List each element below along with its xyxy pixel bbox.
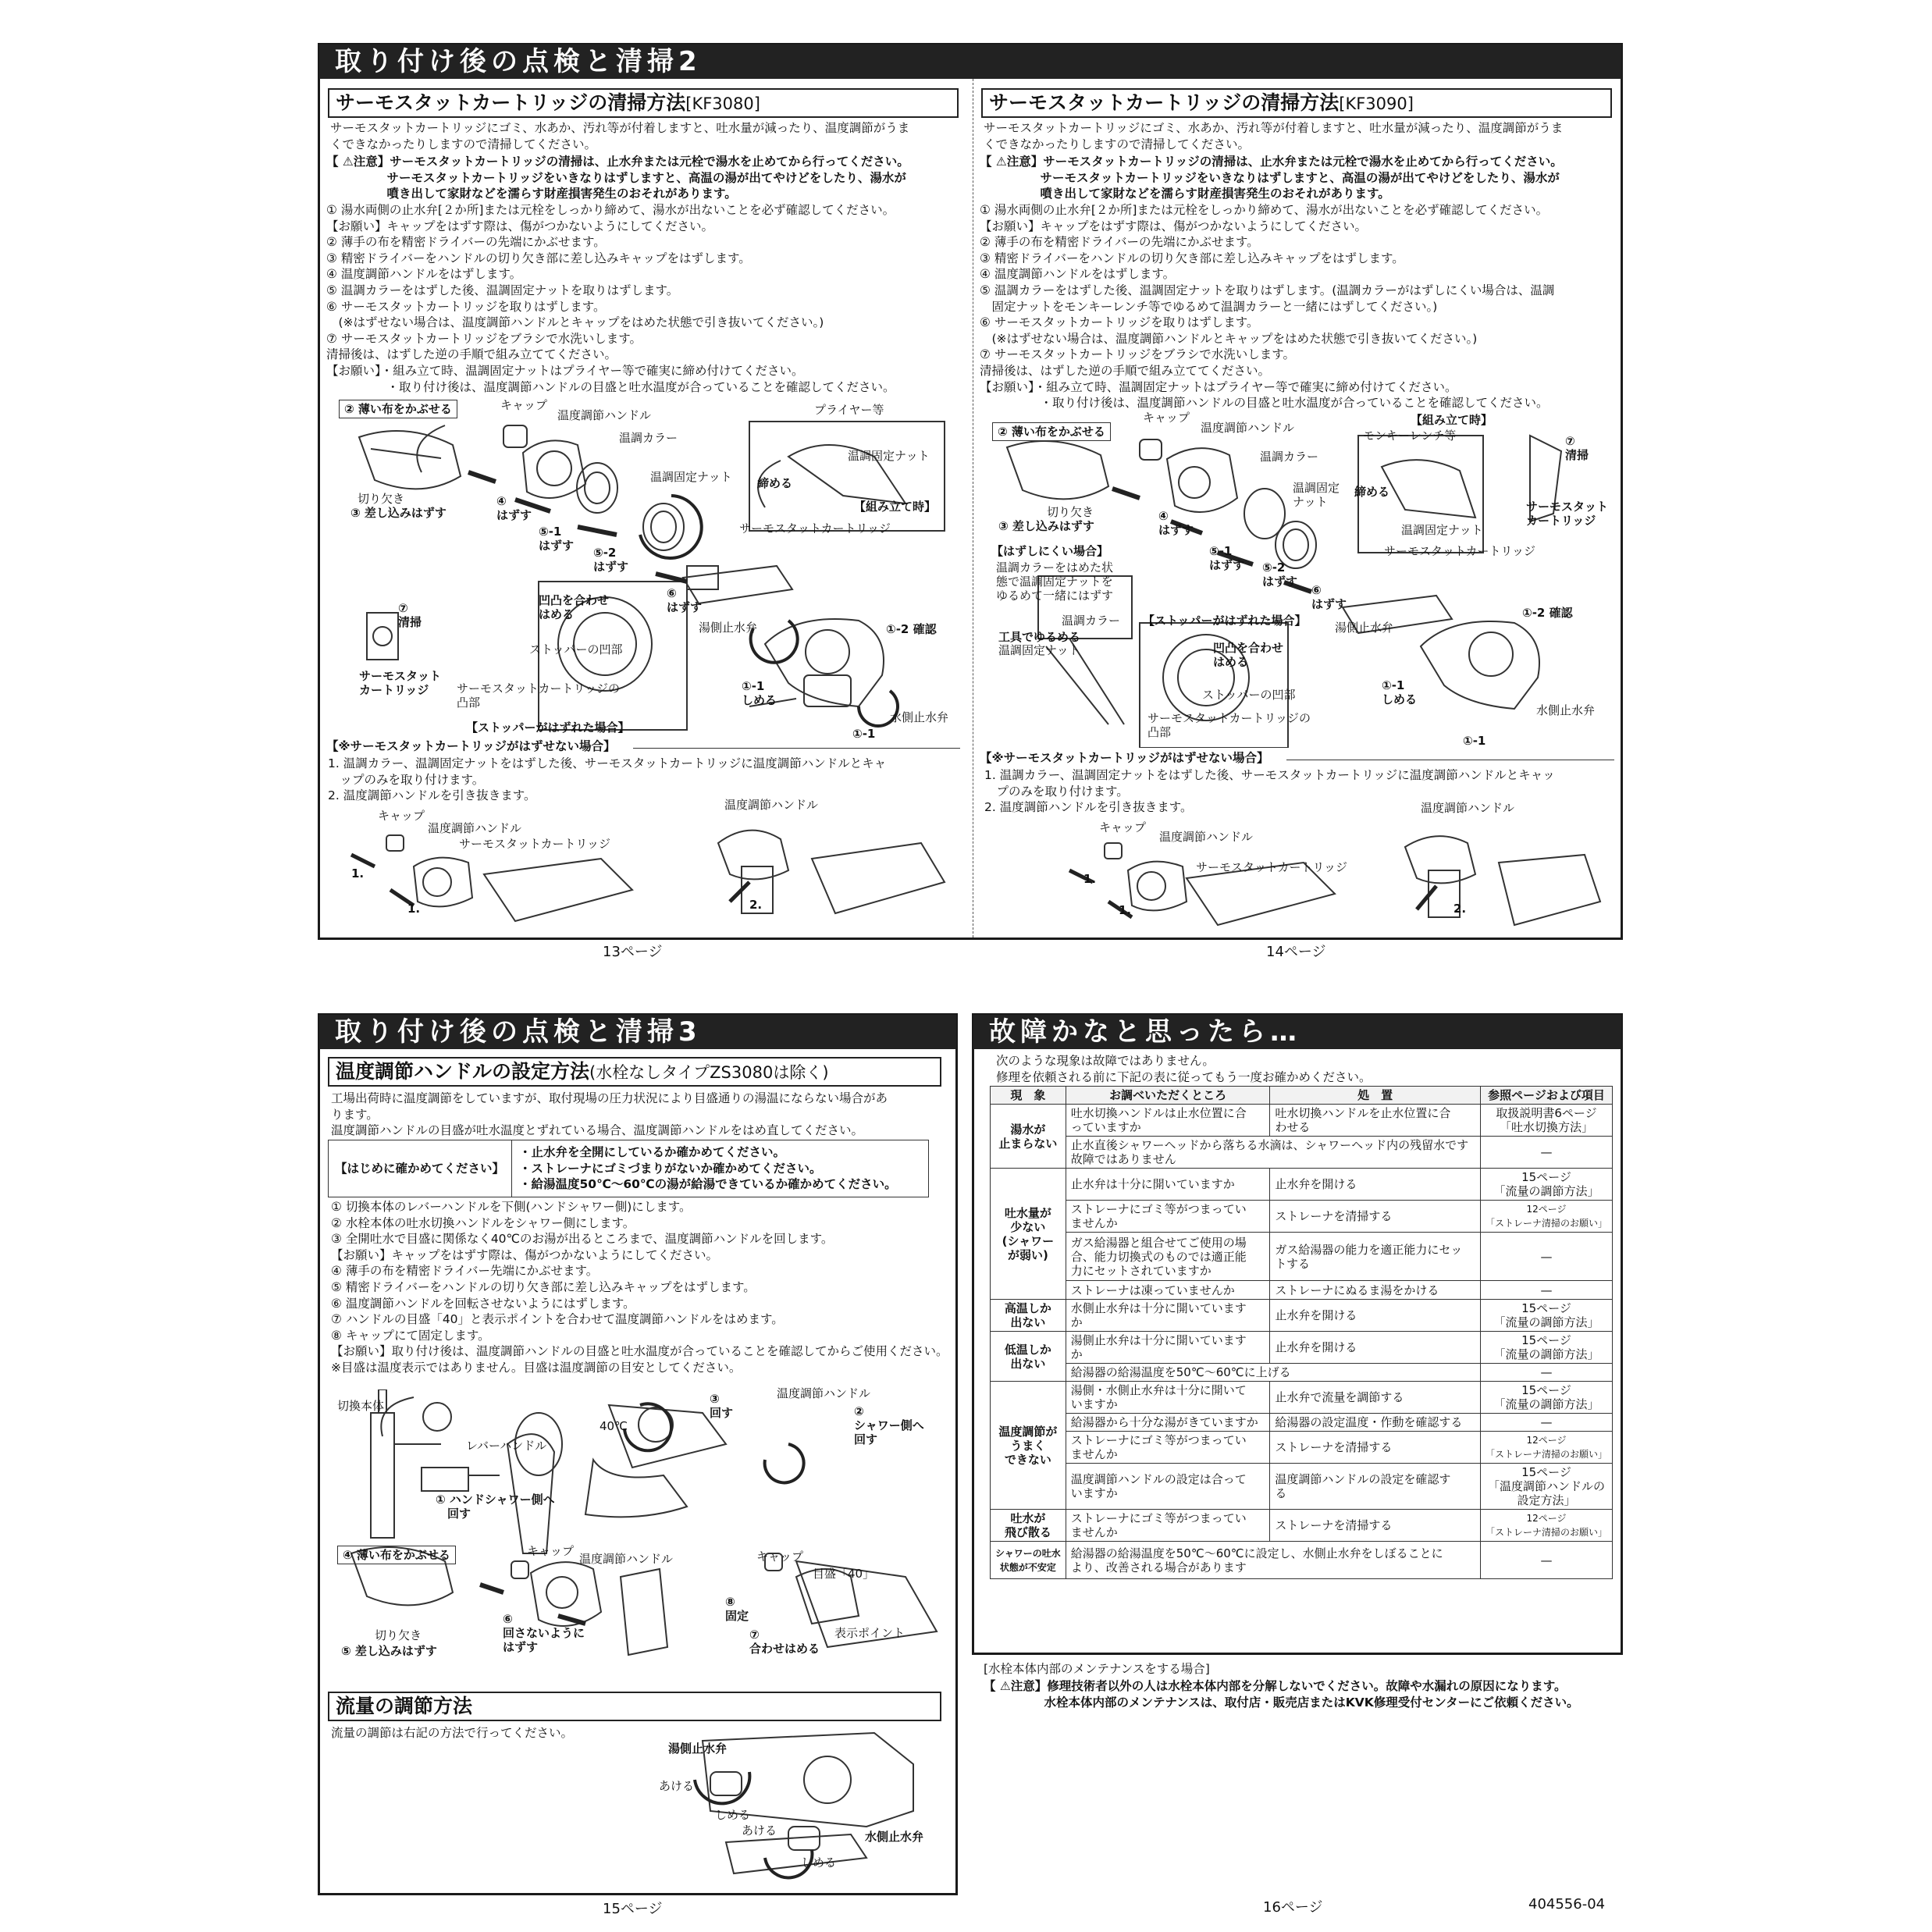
p13-label-g: 締める [757, 476, 793, 490]
table-row [991, 1414, 1613, 1432]
col-header: 現 象 [991, 1087, 1066, 1105]
check-cell: 止水弁は十分に開いていますか [1066, 1169, 1270, 1201]
table-row [991, 1464, 1613, 1510]
table-row [991, 1300, 1613, 1332]
p15-label-r: 表示ポイント [834, 1626, 906, 1640]
p13-label-d: 温調カラー [619, 431, 678, 445]
p14-label-k: 切り欠き [1047, 505, 1094, 519]
p15-label-n: 切り欠き [375, 1628, 422, 1642]
p14-label-j: サーモスタット カートリッジ [1526, 500, 1609, 528]
p13-label-u: サーモスタットカートリッジの 凸部 [457, 681, 620, 710]
p13-label-v: 【ストッパーがはずれた場合】 [466, 720, 630, 735]
symptom-cell: 吐水量が 少ない (シャワー が弱い) [991, 1169, 1066, 1300]
p14-bottom-label-d: 温度調節ハンドル [1421, 801, 1515, 815]
p15-label-k: キャップ [756, 1550, 804, 1564]
p13-bottom-label-b: 温度調節ハンドル [428, 821, 522, 835]
p14-label-b: キャップ [1143, 411, 1190, 425]
p14-label-m: ④ はずす [1158, 509, 1194, 537]
page-14-section-title: サーモスタットカートリッジの清掃方法[KF3090] [981, 88, 1612, 118]
ref-cell: 12ページ 「ストレーナ清掃のお願い」 [1480, 1510, 1612, 1542]
p15-label-p: ⑥ 回さないように はずす [503, 1612, 585, 1654]
p13-label-i: 【組み立て時】 [854, 500, 937, 514]
p14-label-n: 温調固定 ナット [1293, 481, 1340, 509]
p14-label-q: ⑤-1 はずす [1209, 544, 1245, 572]
p13-bottom-label-d: 温度調節ハンドル [724, 798, 819, 812]
p15-label-b: レバーハンドル [466, 1439, 547, 1453]
symptom-cell: 低温しか 出ない [991, 1332, 1066, 1382]
check-cell: ストレーナにゴミ等がつまってい ませんか [1066, 1432, 1270, 1464]
p13-label-o: サーモスタットカートリッジ [739, 521, 891, 535]
check-cell: ストレーナにゴミ等がつまってい ませんか [1066, 1510, 1270, 1542]
ref-cell: — [1480, 1281, 1612, 1300]
table-row [991, 1281, 1613, 1300]
check-cell: 湯側・水側止水弁は十分に開いて いますか [1066, 1382, 1270, 1414]
p14-label-v: 工具でゆるめる [998, 630, 1081, 644]
col-header: 処 置 [1270, 1087, 1481, 1105]
table-row [991, 1137, 1613, 1169]
p14-label-ad: ①-1 しめる [1382, 678, 1418, 706]
fix-cell: 止水弁を開ける [1270, 1332, 1481, 1364]
check-box-divider [511, 1140, 512, 1197]
table-row [991, 1332, 1613, 1364]
ref-cell: 15ページ 「流量の調節方法」 [1480, 1332, 1612, 1364]
p14-label-u: 温調カラー [1062, 614, 1121, 628]
page-15-section-title: 温度調節ハンドルの設定方法(水栓なしタイプZS3080は除く) [328, 1057, 941, 1087]
p13-label-y: ①-1 しめる [742, 679, 777, 707]
page-15-number: 15ページ [603, 1901, 663, 1917]
symptom-cell: シャワーの吐水 状態が不安定 [991, 1542, 1066, 1579]
ref-cell: — [1480, 1233, 1612, 1281]
p15-flow-label-a: 湯側止水弁 [668, 1742, 728, 1756]
ref-cell: — [1480, 1542, 1612, 1579]
page-13-header: 取り付け後の点検と清掃2 [319, 44, 1621, 79]
p13-label-j: 切り欠き [358, 492, 405, 506]
col-header: お調べいただくところ [1066, 1087, 1270, 1105]
table-header-row [991, 1087, 1613, 1105]
symptom-cell: 吐水が 飛び散る [991, 1510, 1066, 1542]
p13-label-aa: ①-1 [852, 727, 876, 741]
p13-label-t: サーモスタット カートリッジ [359, 669, 442, 697]
p14-label-p: 温調カラーをはめた状 態で温調固定ナットを ゆるめて一緒にはずす [996, 560, 1114, 603]
ref-cell: — [1480, 1414, 1612, 1432]
doc-code: 404556-04 [1528, 1896, 1606, 1912]
table-body [991, 1105, 1613, 1579]
p15-label-g: ② シャワー側へ 回す [854, 1404, 924, 1446]
p14-label-aa: サーモスタットカートリッジの 凸部 [1147, 711, 1311, 739]
page-13-number: 13ページ [603, 944, 663, 960]
page-14-number: 14ページ [1266, 944, 1326, 960]
check-cell: ストレーナは凍っていませんか [1066, 1281, 1270, 1300]
page-14-note-title: 【※サーモスタットカートリッジがはずせない場合】 [980, 751, 1269, 765]
table-row [991, 1542, 1613, 1579]
troubleshooting-table [990, 1086, 1613, 1579]
p15-label-e: ③ 回す [710, 1392, 734, 1420]
p14-label-f: モンキーレンチ等 [1363, 429, 1457, 443]
check-cell: 湯側止水弁は十分に開いています か [1066, 1332, 1270, 1364]
fix-cell: ガス給湯器の能力を適正能力にセッ トする [1270, 1233, 1481, 1281]
fix-cell: 止水弁を開ける [1270, 1300, 1481, 1332]
fix-cell: ストレーナを清掃する [1270, 1201, 1481, 1233]
p13-label-z: 水側止水弁 [890, 710, 949, 724]
page-13-intro: サーモスタットカートリッジにゴミ、水あか、汚れ等が付着しますと、吐水量が減ったり、温度調節がうま くできなかったりしますので清掃してください。 [330, 121, 910, 151]
check-cell: ガス給湯器と組合せてご使用の場 合、能力切換式のものでは適正能 力にセットされていますか [1066, 1233, 1270, 1281]
p14-label-ab: 湯側止水弁 [1335, 621, 1394, 635]
p14-bottom-label-b: 温度調節ハンドル [1159, 830, 1254, 844]
p13-label-c: 温度調節ハンドル [557, 408, 652, 422]
table-row [991, 1201, 1613, 1233]
p14-label-s: ⑥ はずす [1311, 583, 1347, 611]
p14-label-d: 温調カラー [1260, 450, 1319, 464]
p15-flow-label-f: しめる [801, 1856, 837, 1870]
page-16-header: 故障かなと思ったら… [973, 1015, 1621, 1049]
page-14-intro: サーモスタットカートリッジにゴミ、水あか、汚れ等が付着しますと、吐水量が減ったり、温度調節がうま くできなかったりしますので清掃してください。 [984, 121, 1564, 151]
page-13-steps: ① 湯水両側の止水弁[２か所]または元栓をしっかり締めて、湯水が出ないことを必ず確認してください。 【お願い】キャップをはずす際は、傷がつかないようにしてください。 ② 薄手の布を精密ドライバーの先端にかぶせます。 ③ 精密ドライバーをハンドルの切り欠き部に差し込みキャップをはずします。 ④ 温度調節ハンドルをはずします。 ⑤ 温調カラーをはずした後、温調固定ナットを取りはずします。 ⑥ サーモスタットカートリッジを取りはずします。 (※はずせない場合は、温度調節ハンドルとキャップをはめた状態で引き抜いてください。) ⑦ サーモスタットカートリッジをブラシで水洗いします。 清掃後は、はずした逆の手順で組み立ててください。 【お願い】・組み立て時、温調固定ナットはプライヤー等で確実に締め付けてください。 ・取り付け後は、温度調節ハンドルの目盛と吐水温度が合っていることを確認してください。 [326, 203, 895, 394]
fix-cell: ストレーナを清掃する [1270, 1510, 1481, 1542]
p15-label-l: 目盛「40」 [813, 1567, 875, 1581]
ref-cell: 取扱説明書6ページ 「吐水切換方法」 [1480, 1105, 1612, 1137]
ref-cell: 15ページ 「流量の調節方法」 [1480, 1382, 1612, 1414]
p14-bottom-label-e: 1. [1083, 872, 1097, 886]
p14-label-h: 温調固定ナット [1401, 523, 1483, 537]
ref-cell: — [1480, 1364, 1612, 1382]
check-cell: 止水直後シャワーヘッドから落ちる水滴は、シャワーヘッド内の残留水です 故障ではありません [1066, 1137, 1480, 1169]
p14-label-t: サーモスタットカートリッジ [1384, 544, 1535, 558]
p15-label-o: ⑤ 差し込みはずす [341, 1644, 437, 1658]
ref-cell: 15ページ 「流量の調節方法」 [1480, 1300, 1612, 1332]
p14-label-x: 【ストッパーがはずれた場合】 [1143, 614, 1307, 628]
ref-cell: 15ページ 「温度調節ハンドルの 設定方法」 [1480, 1464, 1612, 1510]
p13-bottom-label-g: 2. [749, 898, 763, 912]
symptom-cell: 温度調節が うまく できない [991, 1382, 1066, 1510]
table-row [991, 1510, 1613, 1542]
table-row [991, 1364, 1613, 1382]
check-cell: 給湯器から十分な湯がきていますか [1066, 1414, 1270, 1432]
ref-cell: 12ページ 「ストレーナ清掃のお願い」 [1480, 1201, 1612, 1233]
p15-flow-label-b: あける [659, 1779, 695, 1793]
p13-label-m: ⑤-1 はずす [539, 525, 575, 553]
page-13-note-body: 1. 温調カラー、温調固定ナットをはずした後、サーモスタットカートリッジに温度調節ハンドルとキャ ップのみを取り付けます。 2. 温度調節ハンドルを引き抜きます。 [328, 756, 887, 803]
check-cell: 温度調節ハンドルの設定は合って いますか [1066, 1464, 1270, 1510]
fix-cell: 給湯器の設定温度・作動を確認する [1270, 1414, 1481, 1432]
ref-cell: 12ページ 「ストレーナ清掃のお願い」 [1480, 1432, 1612, 1464]
p14-bottom-label-a: キャップ [1099, 820, 1147, 834]
table-row [991, 1169, 1613, 1201]
p13-label-p: ⑥ はずす [667, 586, 703, 614]
fix-cell: 温度調節ハンドルの設定を確認す る [1270, 1464, 1481, 1510]
p14-label-r: ⑤-2 はずす [1262, 560, 1298, 589]
table-row [991, 1105, 1613, 1137]
p13-label-l: ④ はずす [496, 494, 532, 522]
page-14-note-body: 1. 温調カラー、温調固定ナットをはずした後、サーモスタットカートリッジに温度調節ハンドルとキャッ プのみを取り付けます。 2. 温度調節ハンドルを引き抜きます。 [984, 768, 1555, 815]
table-row [991, 1382, 1613, 1414]
symptom-cell: 高温しか 出ない [991, 1300, 1066, 1332]
p14-bottom-label-f: 1. [1119, 903, 1132, 917]
page-14-caution: 【 ⚠注意】サーモスタットカートリッジの清掃は、止水弁または元栓で湯水を止めてから行ってください。 サーモスタットカートリッジをいきなりはずしますと、高温の湯が出てやけどをしたり、湯水が 噴き出して家財などを濡らす財産損害発生のおそれがあります。 [980, 155, 1563, 201]
check-cell: 給湯器の給湯温度を50℃～60℃に上げる [1066, 1364, 1480, 1382]
p14-label-l: ③ 差し込みはずす [998, 519, 1094, 533]
fix-cell: ストレーナにぬるま湯をかける [1270, 1281, 1481, 1300]
p15-label-c: ① ハンドシャワー側へ 回す [436, 1493, 555, 1521]
page-13-note-rule [633, 748, 960, 749]
symptom-cell: 湯水が 止まらない [991, 1105, 1066, 1169]
check-box-label: 【はじめに確かめてください】 [335, 1162, 505, 1176]
p13-label-w: 湯側止水弁 [699, 621, 758, 635]
check-cell: 水側止水弁は十分に開いています か [1066, 1300, 1270, 1332]
page-14-steps: ① 湯水両側の止水弁[２か所]または元栓をしっかり締めて、湯水が出ないことを必ず確認してください。 【お願い】キャップをはずす際は、傷がつかないようにしてください。 ② 薄手の布を精密ドライバーの先端にかぶせます。 ③ 精密ドライバーをハンドルの切り欠き部に差し込みキャップをはずします。 ④ 温度調節ハンドルをはずします。 ⑤ 温調カラーをはずした後、温調固定ナットを取りはずします。(温調カラーがはずしにくい場合は、温調 固定ナットをモンキーレンチ等でゆるめて温調カラーと一緒にはずしてください。) ⑥ サーモスタットカートリッジを取りはずします。 (※はずせない場合は、温度調節ハンドルとキャップをはめた状態で引き抜いてください。) ⑦ サーモスタットカートリッジをブラシで水洗いします。 清掃後は、はずした逆の手順で組み立ててください。 【お願い】・組み立て時、温調固定ナットはプライヤー等で確実に締め付けてください。 ・取り付け後は、温度調節ハンドルの目盛と吐水温度が合っていることを確認してください。 [980, 203, 1555, 411]
page-16-maint-body: 【 ⚠注意】修理技術者以外の人は水栓本体内部を分解しないでください。故障や水漏れの原因になります。 水栓本体内部のメンテナンスは、取付店・販売店またはKVK修理受付センターにご依頼ください。 [984, 1679, 1579, 1710]
p15-label-i: キャップ [527, 1544, 575, 1558]
p15-label-m: ⑧ 固定 [725, 1595, 749, 1623]
p13-label-b: キャップ [500, 398, 548, 412]
p15-flow-label-d: あける [742, 1823, 777, 1838]
page-16-maint-title: [水栓本体内部のメンテナンスをする場合] [984, 1662, 1210, 1676]
fix-cell: ストレーナを清掃する [1270, 1432, 1481, 1464]
page-16-intro: 次のような現象は故障ではありません。 修理を依頼される前に下記の表に従ってもう一度お確かめください。 [996, 1054, 1372, 1084]
p15-label-f: 温度調節ハンドル [777, 1386, 871, 1400]
p13-label-f: 温調固定ナット [650, 470, 732, 484]
page-16-number: 16ページ [1263, 1899, 1323, 1916]
p13-bottom-label-e: 1. [351, 866, 365, 881]
p13-label-k: ③ 差し込みはずす [350, 506, 447, 520]
page-15-flow-title: 流量の調節方法 [328, 1692, 941, 1721]
p14-label-y: 凹凸を合わせ はめる [1213, 641, 1284, 669]
p14-label-o: 【はずしにくい場合】 [991, 544, 1109, 558]
p14-label-i: ⑦ 清掃 [1565, 434, 1589, 462]
ref-cell: 15ページ 「流量の調節方法」 [1480, 1169, 1612, 1201]
p14-label-w: 温調固定ナット [998, 643, 1080, 657]
page-15-flow-body: 流量の調節は右記の方法で行ってください。 [331, 1726, 574, 1740]
p15-label-j: 温度調節ハンドル [579, 1552, 674, 1566]
check-box-items: ・止水弁を全開にしているか確かめてください。 ・ストレーナにゴミづまりがないか確かめてください。 ・給湯温度50℃～60℃の湯が給湯できているか確かめてください。 [519, 1145, 897, 1192]
p14-label-af: ①-1 [1463, 734, 1486, 748]
p14-bottom-label-g: 2. [1453, 902, 1467, 916]
p13-bottom-label-a: キャップ [378, 809, 425, 823]
page-13-caution: 【 ⚠注意】サーモスタットカートリッジの清掃は、止水弁または元栓で湯水を止めてから行ってください。 サーモスタットカートリッジをいきなりはずしますと、高温の湯が出てやけどをしたり、湯水が 噴き出して家財などを濡らす財産損害発生のおそれがあります。 [326, 155, 909, 201]
p15-flow-label-c: しめる [715, 1808, 751, 1822]
p13-label-a: ② 薄い布をかぶせる [339, 400, 457, 418]
p13-label-r: 凹凸を合わせ はめる [539, 593, 610, 621]
p14-label-a: ② 薄い布をかぶせる [992, 422, 1111, 441]
p15-flow-label-e: 水側止水弁 [865, 1830, 924, 1844]
p13-label-n: ⑤-2 はずす [593, 546, 629, 574]
p15-label-d: 40℃ [600, 1419, 628, 1433]
fix-cell: 止水弁で流量を調節する [1270, 1382, 1481, 1414]
check-cell: 給湯器の給湯温度を50℃～60℃に設定し、水側止水弁をしぼることに より、改善される場合があります [1066, 1542, 1480, 1579]
page-15-intro: 工場出荷時に温度調節をしていますが、取付現場の圧力状況により目盛通りの湯温にならない場合があ ります。 温度調節ハンドルの目盛が吐水温度とずれている場合、温度調節ハンドルをはめ直してください。 [331, 1091, 888, 1138]
table-row [991, 1233, 1613, 1281]
fix-cell: 止水弁を開ける [1270, 1169, 1481, 1201]
p14-label-g: 締める [1354, 485, 1390, 499]
p14-bottom-label-c: サーモスタットカートリッジ [1196, 860, 1347, 874]
p15-label-h: ④ 薄い布をかぶせる [337, 1546, 456, 1564]
p14-label-e: 【組み立て時】 [1411, 413, 1493, 427]
check-cell: ストレーナにゴミ等がつまってい ませんか [1066, 1201, 1270, 1233]
page-15-steps: ① 切換本体のレバーハンドルを下側(ハンドシャワー側)にします。 ② 水栓本体の吐水切換ハンドルをシャワー側にします。 ③ 全開吐水で目盛に関係なく40℃のお湯が出るところまで、温度調節ハンドルを回します。 【お願い】キャップをはずす際は、傷がつかないようにしてください。 ④ 薄手の布を精密ドライバー先端にかぶせます。 ⑤ 精密ドライバーをハンドルの切り欠き部に差し込みキャップをはずします。 ⑥ 温度調節ハンドルを回転させないようにはずします。 ⑦ ハンドルの目盛「40」と表示ポイントを合わせて温度調節ハンドルをはめます。 ⑧ キャップにて固定します。 【お願い】取り付け後は、温度調節ハンドルの目盛と吐水温度が合っていることを確認してからご使用ください。 ※目盛は温度表示ではありません。目盛は温度調節の目安としてください。 [331, 1200, 948, 1375]
table-row [991, 1432, 1613, 1464]
page-15-check-box [328, 1140, 929, 1197]
p14-label-ac: ①-2 確認 [1522, 606, 1573, 620]
fix-cell: 吐水切換ハンドルを止水位置に合 わせる [1270, 1105, 1481, 1137]
p15-label-a: 切換本体 [337, 1399, 385, 1413]
p13-bottom-label-c: サーモスタットカートリッジ [459, 837, 610, 851]
check-cell: 吐水切換ハンドルは止水位置に合 っていますか [1066, 1105, 1270, 1137]
page-15-header: 取り付け後の点検と清掃3 [319, 1015, 956, 1049]
ref-cell: — [1480, 1137, 1612, 1169]
p13-label-e: プライヤー等 [814, 403, 884, 417]
col-header: 参照ページおよび項目 [1480, 1087, 1612, 1105]
p13-bottom-label-f: 1. [407, 902, 421, 916]
p13-label-q: ⑦ 清掃 [398, 601, 422, 629]
p15-label-q: ⑦ 合わせはめる [749, 1628, 820, 1656]
p14-label-c: 温度調節ハンドル [1201, 421, 1295, 435]
p13-label-h: 温調固定ナット [848, 449, 930, 463]
p14-label-z: ストッパーの凹部 [1202, 688, 1296, 702]
page-13-section-title: サーモスタットカートリッジの清掃方法[KF3080] [328, 88, 959, 118]
p13-label-s: ストッパーの凹部 [529, 642, 623, 656]
page-13-note-title: 【※サーモスタットカートリッジがはずせない場合】 [326, 739, 616, 753]
p13-label-x: ①-2 確認 [886, 622, 937, 636]
p14-label-ae: 水側止水弁 [1536, 703, 1596, 717]
